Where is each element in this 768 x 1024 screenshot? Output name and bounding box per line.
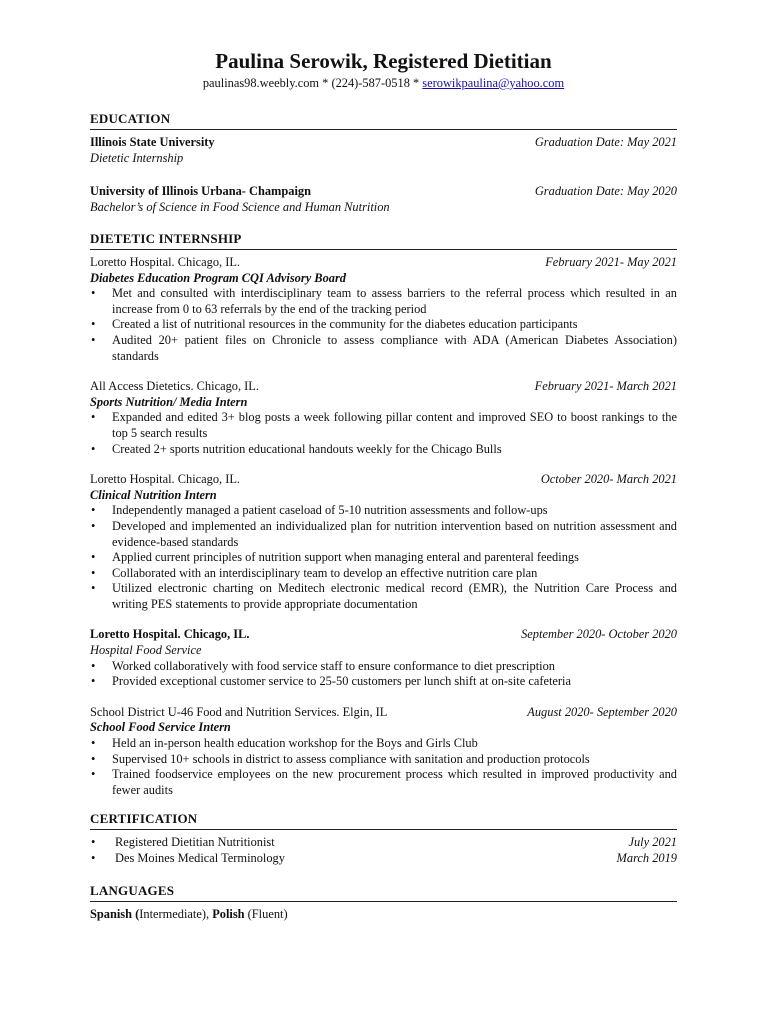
bullet-item: • Trained foodservice employees on the new procurement process which resulted in improved productivity and fewer audits (90, 767, 677, 798)
internship-entry-2 (90, 379, 677, 457)
language-level: Intermediate), (139, 907, 213, 921)
languages-section (90, 883, 677, 923)
organization: Loretto Hospital. Chicago, IL. (90, 255, 241, 269)
graduation-date: Graduation Date: May 2021 (534, 135, 677, 149)
bullet-list (90, 410, 677, 457)
bullet-list (90, 286, 677, 364)
certification-date: July 2021 (628, 835, 677, 849)
bullet-item: • Created 2+ sports nutrition educational handouts weekly for the Chicago Bulls (90, 442, 677, 458)
bullet-item: • Created a list of nutritional resources in the community for the diabetes education participants (90, 317, 677, 333)
date-range: August 2020- September 2020 (527, 704, 677, 719)
bullet-list (90, 736, 677, 798)
language-name: Spanish ( (90, 907, 140, 921)
role-title: School Food Service Intern (90, 720, 231, 735)
bullet-item: • Developed and implemented an individualized plan for nutrition intervention based on nutrition assessment and evidence-based standards (90, 519, 677, 550)
school-name: Illinois State University (90, 135, 215, 149)
bullet-item: • Collaborated with an interdisciplinary team to develop an effective nutrition care plan (90, 566, 677, 582)
bullet-item: • Audited 20+ patient files on Chronicle to assess compliance with ADA (American Diabetes Association) standards (90, 333, 677, 364)
certification-heading: CERTIFICATION (90, 811, 677, 830)
organization: School District U-46 Food and Nutrition Services. Elgin, IL (90, 704, 388, 719)
program-name: Dietetic Internship (90, 150, 184, 165)
bullet-list (90, 503, 677, 612)
separator: * (319, 76, 332, 90)
bullet-item: • Met and consulted with interdisciplinary team to assess barriers to the referral process which resulted in an increase from 0 to 63 referrals by the end of the tracking period (90, 286, 677, 317)
certification-section (90, 811, 677, 866)
organization: Loretto Hospital. Chicago, IL. (90, 472, 241, 487)
date-range: February 2021- May 2021 (545, 255, 677, 269)
language-level: (Fluent) (244, 907, 288, 921)
organization: Loretto Hospital. Chicago, IL. (90, 627, 250, 642)
education-section (90, 111, 677, 215)
internship-entry-3 (90, 472, 677, 612)
internship-entry-1 (90, 255, 677, 364)
certification-item (90, 835, 677, 851)
program-name: Bachelor’s of Science in Food Science and Human Nutrition (90, 199, 390, 214)
role-title: Clinical Nutrition Intern (90, 487, 217, 502)
internship-entry-5 (90, 705, 677, 799)
bullet-item: • Utilized electronic charting on Meditech electronic medical record (EMR), the Nutrition Care Process and writing PES statements to provide appropriate documentation (90, 581, 677, 612)
certification-label: • Des Moines Medical Terminology (90, 851, 285, 867)
languages-line (90, 907, 677, 923)
bullet-item: • Supervised 10+ schools in district to assess compliance with sanitation and production protocols (90, 752, 677, 768)
internship-heading: DIETETIC INTERNSHIP (90, 231, 677, 250)
bullet-list (90, 659, 677, 690)
education-entry-1 (90, 135, 677, 151)
resume-name: Paulina Serowik, Registered Dietitian (215, 49, 552, 73)
education-heading: EDUCATION (90, 111, 677, 130)
graduation-date: Graduation Date: May 2020 (534, 184, 677, 199)
contact-line (90, 76, 677, 92)
bullet-item: • Independently managed a patient caseload of 5-10 nutrition assessments and follow-ups (90, 503, 677, 519)
internship-entry-4 (90, 627, 677, 689)
bullet-item: • Held an in-person health education workshop for the Boys and Girls Club (90, 736, 677, 752)
role-title: Diabetes Education Program CQI Advisory Board (90, 270, 346, 285)
education-entry-2 (90, 184, 677, 200)
role-title: Sports Nutrition/ Media Intern (90, 394, 248, 409)
bullet-item: • Provided exceptional customer service to 25-50 customers per lunch shift at on-site cafeteria (90, 674, 677, 690)
certification-date: March 2019 (616, 850, 677, 865)
date-range: February 2021- March 2021 (534, 379, 677, 394)
role-title: Hospital Food Service (90, 643, 202, 658)
email-link[interactable]: serowikpaulina@yahoo.com (422, 76, 565, 90)
bullet-item: • Worked collaboratively with food service staff to ensure conformance to diet prescription (90, 659, 677, 675)
languages-heading: LANGUAGES (90, 883, 677, 902)
certification-item (90, 851, 677, 867)
date-range: October 2020- March 2021 (540, 472, 677, 487)
bullet-item: • Applied current principles of nutrition support when managing enteral and parenteral feedings (90, 550, 677, 566)
internship-section (90, 231, 677, 798)
phone-text: (224)-587-0518 (331, 76, 410, 90)
organization: All Access Dietetics. Chicago, IL. (90, 379, 259, 394)
website-text: paulinas98.weebly.com (202, 76, 320, 90)
bullet-item: • Expanded and edited 3+ blog posts a week following pillar content and improved SEO to boost rankings to the top 5 search results (90, 410, 677, 441)
language-name: Polish (212, 907, 245, 921)
school-name: University of Illinois Urbana- Champaign (90, 184, 311, 199)
certification-label: • Registered Dietitian Nutritionist (90, 835, 275, 851)
separator: * (409, 76, 423, 90)
date-range: September 2020- October 2020 (521, 627, 677, 642)
